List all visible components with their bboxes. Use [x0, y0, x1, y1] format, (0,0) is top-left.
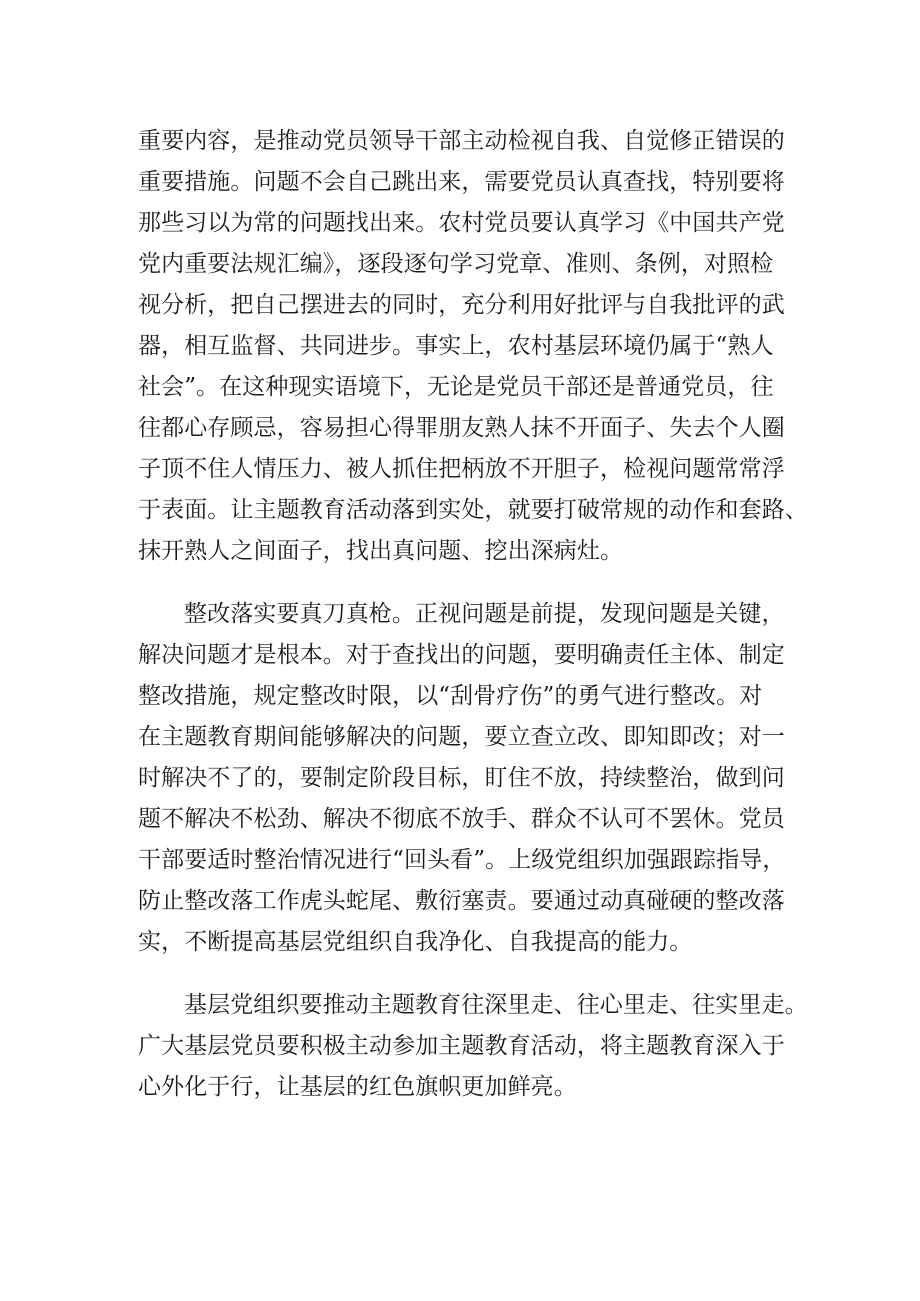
text-line: 党内重要法规汇编》，逐段逐句学习党章、准则、条例，对照检 — [138, 251, 774, 277]
text-line: 重要内容，是推动党员领导干部主动检视自我、自觉修正错误的 — [138, 128, 785, 154]
text-line: 视分析，把自己摆进去的同时，充分利用好批评与自我批评的武 — [138, 292, 785, 318]
text-line: 子顶不住人情压力、被人抓住把柄放不开胆子，检视问题常常浮 — [138, 456, 785, 482]
text-line: 实，不断提高基层党组织自我净化、自我提高的能力。 — [138, 929, 693, 955]
paragraph-first-line: 基层党组织要推动主题教育往深里走、往心里走、往实里走。 — [184, 992, 808, 1018]
text-line: 器，相互监督、共同进步。事实上，农村基层环境仍属于“熟人 — [138, 333, 774, 359]
text-line: 题不解决不松劲、解决不彻底不放手、群众不认可不罢休。党员 — [138, 806, 785, 832]
text-line: 干部要适时整治情况进行“回头看”。上级党组织加强跟踪指导， — [138, 847, 786, 873]
text-line: 重要措施。问题不会自己跳出来，需要党员认真查找，特别要将 — [138, 169, 785, 195]
text-line: 时解决不了的，要制定阶段目标，盯住不放，持续整治，做到问 — [138, 765, 785, 791]
text-line: 那些习以为常的问题找出来。农村党员要认真学习《中国共产党 — [138, 210, 785, 236]
text-line: 防止整改落工作虎头蛇尾、敷衍塞责。要通过动真碰硬的整改落 — [138, 888, 785, 914]
text-line: 心外化于行，让基层的红色旗帜更加鲜亮。 — [138, 1074, 577, 1100]
text-line: 在主题教育期间能够解决的问题，要立查立改、即知即改；对一 — [138, 724, 785, 750]
paragraph-first-line: 整改落实要真刀真枪。正视问题是前提，发现问题是关键， — [184, 601, 785, 627]
text-line: 抹开熟人之间面子，找出真问题、挖出深病灶。 — [138, 538, 624, 564]
text-line: 解决问题才是根本。对于查找出的问题，要明确责任主体、制定 — [138, 642, 785, 668]
text-line: 整改措施，规定整改时限，以“刮骨疗伤”的勇气进行整改。对 — [138, 683, 763, 709]
text-line: 于表面。让主题教育活动落到实处，就要打破常规的动作和套路、 — [138, 497, 808, 523]
text-line: 社会”。在这种现实语境下，无论是党员干部还是普通党员，往 — [138, 374, 774, 400]
text-line: 往都心存顾忌，容易担心得罪朋友熟人抹不开面子、失去个人圈 — [138, 415, 785, 441]
text-line: 广大基层党员要积极主动参加主题教育活动，将主题教育深入于 — [138, 1033, 785, 1059]
